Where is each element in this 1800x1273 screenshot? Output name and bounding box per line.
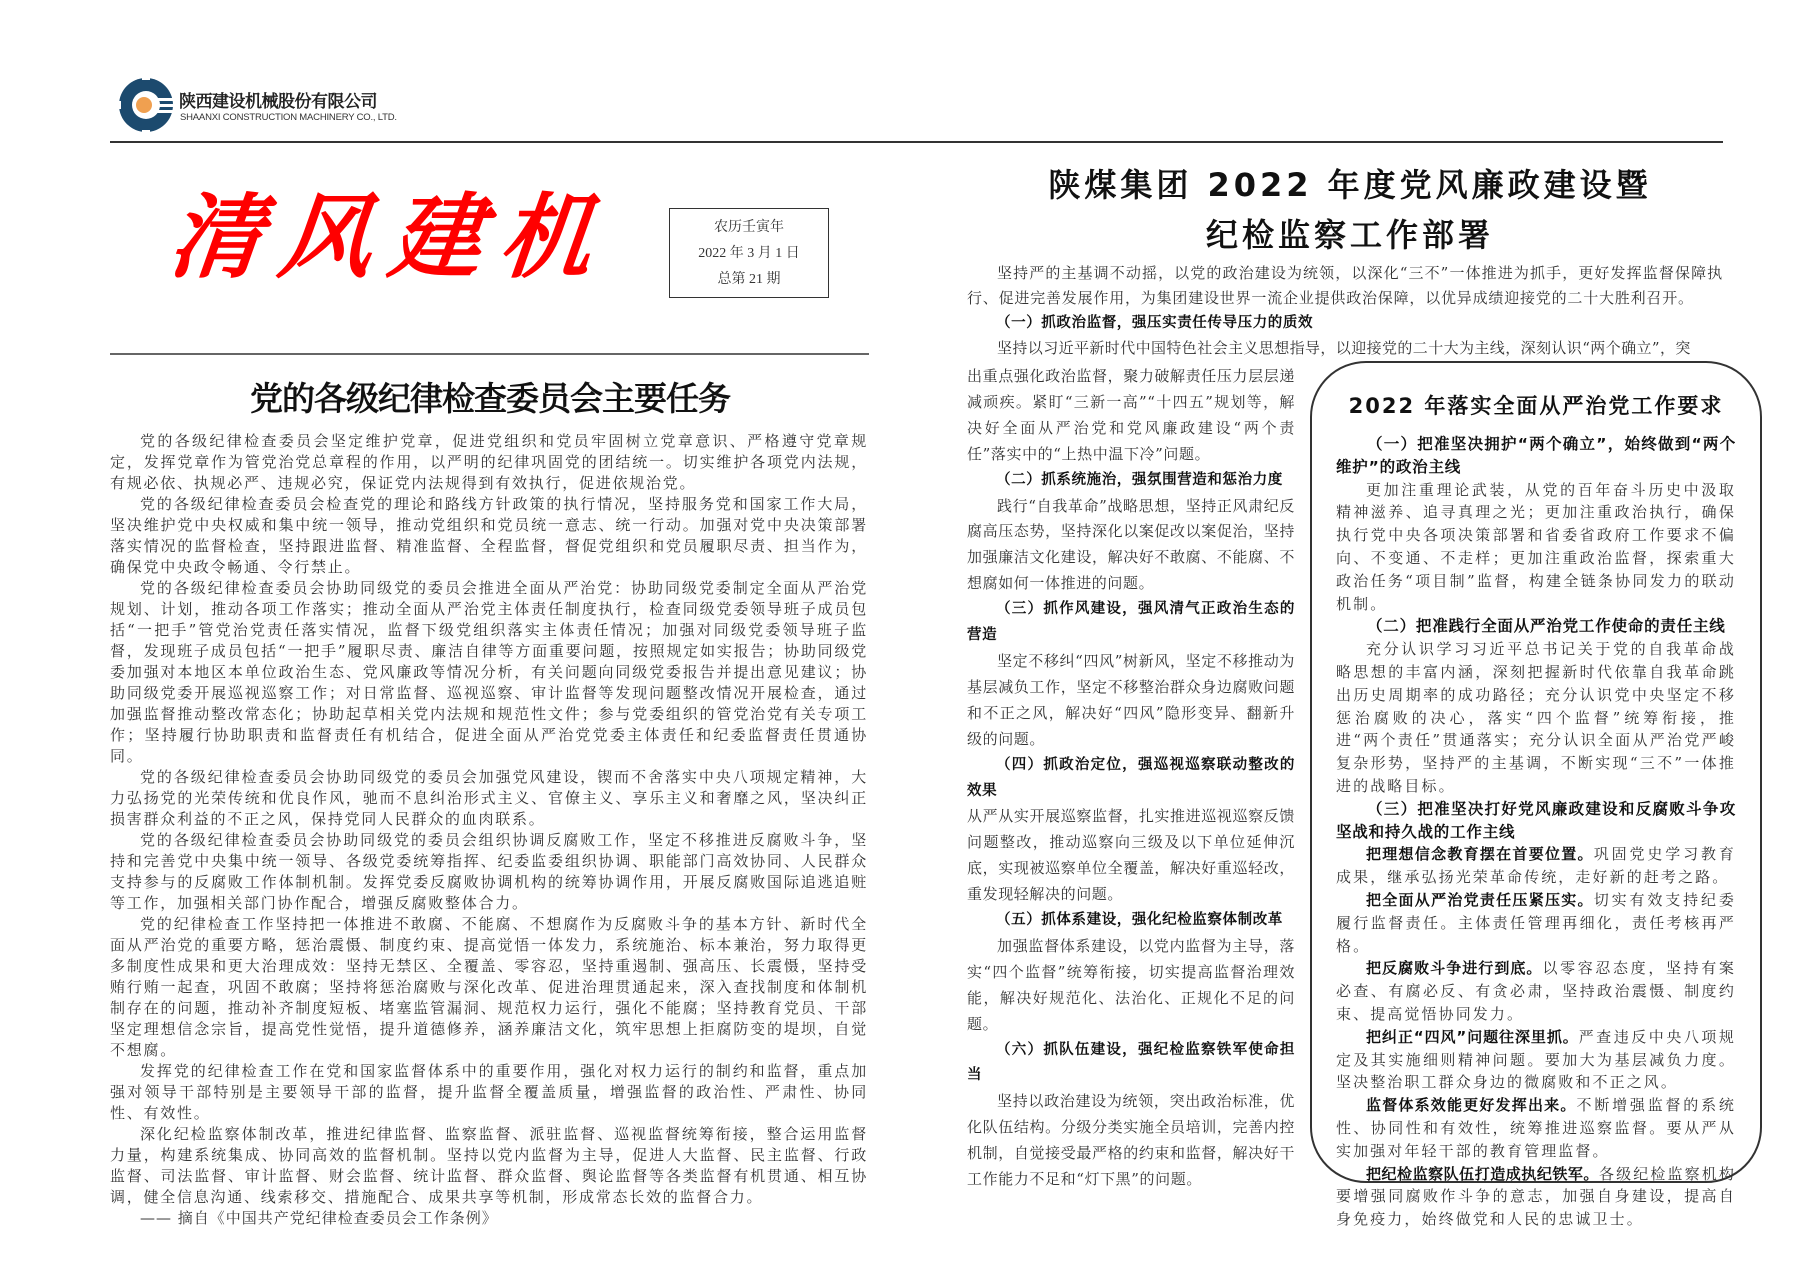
- section-heading: （一）抓政治监督，强压实责任传导压力的质效: [996, 315, 1314, 331]
- paragraph: 党的各级纪律检查委员会协助同级党的委员会组织协调反腐败工作，坚定不移推进反腐败斗争，坚持和完善党中央集中统一领导、各级党委统筹指挥、纪委监委组织协调、职能部门高效协同、人民群众支持参与的反腐败工作体制机制。发挥党委反腐败协调机构的统筹协调作用，开展反腐败国际追逃追赃等工作，加强相关部门协作配合，增强反腐败整体合力。: [110, 831, 868, 912]
- paragraph: 发挥党的纪律检查工作在党和国家监督体系中的重要作用，强化对权力运行的制约和监督，重点加强对领导干部特别是主要领导干部的监督，提升监督全覆盖质量，增强监督的政治性、严肃性、协同性、有效性。: [110, 1062, 868, 1122]
- intro-paragraph: 坚持严的主基调不动摇，以党的政治建设为统领，以深化“三不”一体推进为抓手，更好发挥监督保障执行、促进完善发展作用，为集团建设世界一流企业提供政治保障，以优异成绩迎接党的二十大胜利召开。: [967, 264, 1723, 307]
- left-article-title: 党的各级纪律检查委员会主要任务: [250, 379, 730, 418]
- paragraph: 深化纪检监察体制改革，推进纪律监督、监察监督、派驻监督、巡视监督统筹衔接，整合运用监督力量，构建系统集成、协同高效的监督机制。坚持以党内监督为主导，促进人大监督、民主监督、行政监督、司法监督、审计监督、财会监督、统计监督、群众监督、舆论监督等各类监督有机贯通、相互协调，健全信息沟通、线索移交、措施配合、成果共享等机制，形成常态长效的监督合力。: [110, 1125, 868, 1206]
- paragraph: 从严从实开展巡察监督，扎实推进巡视巡察反馈问题整改，推动巡察向三级及以下单位延伸沉底，实现被巡察单位全覆盖，解决好重巡轻改，重发现轻解决的问题。: [967, 807, 1295, 904]
- paragraph: 加强监督体系建设，以党内监督为主导，落实“四个监督”统筹衔接，切实提高监督治理效能，解决好规范化、法治化、正规化不足的问题。: [967, 936, 1295, 1033]
- paragraph-lead: 把反腐败斗争进行到底。: [1366, 959, 1543, 978]
- company-logo-icon: [115, 74, 177, 136]
- paragraph: 坚持以政治建设为统领，突出政治标准，优化队伍结构。分级分类实施全员培训，完善内控机制，自觉接受最严格的约束和监督，解决好干工作能力不足和“灯下黑”的问题。: [967, 1092, 1295, 1189]
- paragraph: 党的各级纪律检查委员会检查党的理论和路线方针政策的执行情况，坚持服务党和国家工作大局，坚决维护党中央权威和集中统一领导，推动党组织和党员统一意志、统一行动。加强对党中央决策部署落实情况的监督检查，坚持跟进监督、精准监督、全程监督，督促党组织和党员履职尽责、担当作为，确保党中央政令畅通、令行禁止。: [110, 495, 868, 576]
- paragraph-text: 切实有效支持纪委履行监督责任。主体责任管理再细化，责任考核再严格。: [1336, 890, 1736, 955]
- paragraph-text: 巩固党史学习教育成果，继承弘扬光荣革命传统，走好新的赶考之路。: [1336, 845, 1736, 887]
- paragraph-lead: 把纪检监察队伍打造成执纪铁军。: [1366, 1164, 1599, 1183]
- header-rule: [110, 141, 1723, 143]
- right-article-title: [940, 160, 1760, 260]
- company-logo: [115, 74, 435, 138]
- paragraph: 践行“自我革命”战略思想，坚持正风肃纪反腐高压态势，坚持深化以案促改以案促治，坚持加强廉洁文化建设，解决好不敢腐、不能腐、不想腐如何一体推进的问题。: [967, 496, 1295, 593]
- section-heading: （六）抓队伍建设，强纪检监察铁军使命担当: [967, 1041, 1295, 1084]
- lunar-year: 农历壬寅年: [714, 220, 784, 235]
- section-heading: （一）把准坚决拥护“两个确立”，始终做到“两个维护”的政治主线: [1336, 435, 1736, 476]
- paragraph: 党的各级纪律检查委员会协助同级党的委员会推进全面从严治党：协助同级党委制定全面从严治党规划、计划，推动各项工作落实；推动全面从严治党主体责任制度执行，检查同级党委领导班子成员包括“一把手”管党治党责任落实情况，监督下级党组织落实主体责任情况；加强对同级党委领导班子监督，发现班子成员包括“一把手”履职尽责、廉洁自律等方面重要问题，按照规定如实报告；协助同级党委加强对本地区本单位政治生态、党风廉政等情况分析，有关问题向同级党委报告并提出意见建议；协助同级党委开展巡视巡察工作；对日常监督、巡视巡察、审计监督等发现问题整改情况开展检查，通过加强监督推动整改常态化；协助起草相关党内法规和规范性文件；参与党委组织的管党治党有关专项工作；坚持履行协助职责和监督责任有机结合，促进全面从严治党党委主体责任和纪委监督责任贯通协同。: [110, 579, 868, 765]
- right-title-line-1: 陕煤集团 2022 年度党风廉政建设暨: [1048, 166, 1652, 204]
- right-article-intro: [967, 261, 1723, 361]
- section-heading: （二）抓系统施治，强氛围营造和惩治力度: [996, 471, 1283, 488]
- paragraph: 充分认识学习习近平总书记关于党的自我革命战略思想的丰富内涵，深刻把握新时代依靠自我革命跳出历史周期率的成功路径；充分认识党中央坚定不移惩治腐败的决心，落实“四个监督”统筹衔接，推进“两个责任”贯通落实；充分认识全面从严治党严峻复杂形势，坚持严的主基调，不断实现“三不”一体推进的战略目标。: [1336, 640, 1736, 795]
- paragraph-text: 严查违反中央八项规定及其实施细则精神问题。要加大为基层减负力度。坚决整治职工群众身边的微腐败和不正之风。: [1336, 1027, 1736, 1092]
- paragraph: 更加注重理论武装，从党的百年奋斗历史中汲取精神滋养、追寻真理之光；更加注重政治执行，确保执行党中央各项决策部署和省委省政府工作要求不偏向、不变通、不走样；更加注重政治监督，探索重大政治任务“项目制”监督，构建全链条协同发力的联动机制。: [1336, 480, 1736, 613]
- paragraph: 坚持以习近平新时代中国特色社会主义思想指导，以迎接党的二十大为主线，深刻认识“两个确立”，突: [997, 339, 1691, 357]
- issue-date: 2022 年 3 月 1 日: [698, 246, 800, 261]
- section-heading: （二）把准践行全面从严治党工作使命的责任主线: [1367, 617, 1726, 636]
- company-name-cn: 陕西建设机械股份有限公司: [179, 92, 377, 112]
- paragraph-lead: 监督体系效能更好发挥出来。: [1366, 1096, 1577, 1115]
- paragraph-lead: 把理想信念教育摆在首要位置。: [1366, 845, 1594, 864]
- paragraph: [1336, 889, 1736, 957]
- source-attribution: —— 摘自《中国共产党纪律检查委员会工作条例》: [140, 1209, 498, 1227]
- paragraph: 出重点强化政治监督，聚力破解责任压力层层递减顽疾。紧盯“三新一高”“十四五”规划等，解决好全面从严治党和党风廉政建设“两个责任”落实中的“上热中温下冷”问题。: [967, 367, 1295, 463]
- section-heading: （四）抓政治定位，强巡视巡察联动整改的效果: [967, 756, 1295, 799]
- paragraph: 党的各级纪律检查委员会协助同级党的委员会加强党风建设，锲而不舍落实中央八项规定精神，大力弘扬党的光荣传统和优良作风，驰而不息纠治形式主义、官僚主义、享乐主义和奢靡之风，坚决纠正损害群众利益的不正之风，保持党同人民群众的血肉联系。: [110, 768, 868, 828]
- company-name-en: SHAANXI CONSTRUCTION MACHINERY CO., LTD.: [180, 112, 397, 123]
- paragraph-text: 各级纪检监察机构要增强同腐败作斗争的意志，加强自身建设，提高自身免疫力，始终做党和人民的忠诚卫士。: [1336, 1164, 1736, 1229]
- paragraph: [1336, 1026, 1736, 1094]
- issue-number: 总第 21 期: [717, 272, 781, 287]
- requirements-box-title: 2022 年落实全面从严治党工作要求: [1348, 394, 1724, 418]
- paragraph: [1336, 957, 1736, 1025]
- paragraph-text: 不断增强监督的系统性、协同性和有效性，统筹推进巡察监督。要从严从实加强对年轻干部的教育管理监督。: [1336, 1096, 1736, 1160]
- paragraph: 党的纪律检查工作坚持把一体推进不敢腐、不能腐、不想腐作为反腐败斗争的基本方针、新时代全面从严治党的重要方略，惩治震慑、制度约束、提高觉悟一体发力，系统施治、标本兼治，努力取得更多制度性成果和更大治理成效：坚持无禁区、全覆盖、零容忍，坚持重遏制、强高压、长震慑，坚持受贿行贿一起查，巩固不敢腐；坚持将惩治腐败与深化改革、促进治理贯通起来，深入查找制度和体制机制存在的问题，推动补齐制度短板、堵塞监管漏洞、规范权力运行，强化不能腐；坚持教育党员、干部坚定理想信念宗旨，提高党性觉悟，提升道德修养，涵养廉洁文化，筑牢思想上拒腐防变的堤坝，自觉不想腐。: [110, 915, 868, 1059]
- paragraph-text: 以零容忍态度，坚持有案必查、有腐必反、有贪必肃，坚持政治震慑、制度约束、提高觉悟协同发力。: [1336, 959, 1736, 1023]
- requirements-box-body: [1336, 433, 1736, 1231]
- issue-info-box: [669, 208, 829, 298]
- paragraph: 党的各级纪律检查委员会坚定维护党章，促进党组织和党员牢固树立党章意识、严格遵守党章规定，发挥党章作为管党治党总章程的作用，以严明的纪律巩固党的团结统一。切实维护各项党内法规，有规必依、执规必严、违规必究，保证党内法规得到有效执行，促进依规治党。: [110, 432, 868, 492]
- masthead-rule: [110, 353, 869, 355]
- right-article-column: [967, 364, 1295, 1193]
- left-article-body: [110, 431, 868, 1229]
- paragraph-lead: 把全面从严治党责任压紧压实。: [1366, 890, 1594, 909]
- paragraph: [1336, 1094, 1736, 1162]
- paragraph: [1336, 1163, 1736, 1231]
- section-heading: （三）抓作风建设，强风清气正政治生态的营造: [967, 601, 1295, 644]
- paragraph: 坚定不移纠“四风”树新风，坚定不移推动为基层减负工作，坚定不移整治群众身边腐败问题和不正之风，解决好“四风”隐形变异、翻新升级的问题。: [967, 651, 1295, 748]
- masthead-title: 清风建机: [164, 183, 616, 291]
- right-title-line-2: 纪检监察工作部署: [1205, 216, 1494, 254]
- section-heading: （三）把准坚决打好党风廉政建设和反腐败斗争攻坚战和持久战的工作主线: [1336, 799, 1736, 841]
- section-heading: （五）抓体系建设，强化纪检监察体制改革: [996, 912, 1283, 929]
- paragraph: [1336, 843, 1736, 889]
- paragraph-lead: 把纠正“四风”问题往深里抓。: [1366, 1027, 1579, 1046]
